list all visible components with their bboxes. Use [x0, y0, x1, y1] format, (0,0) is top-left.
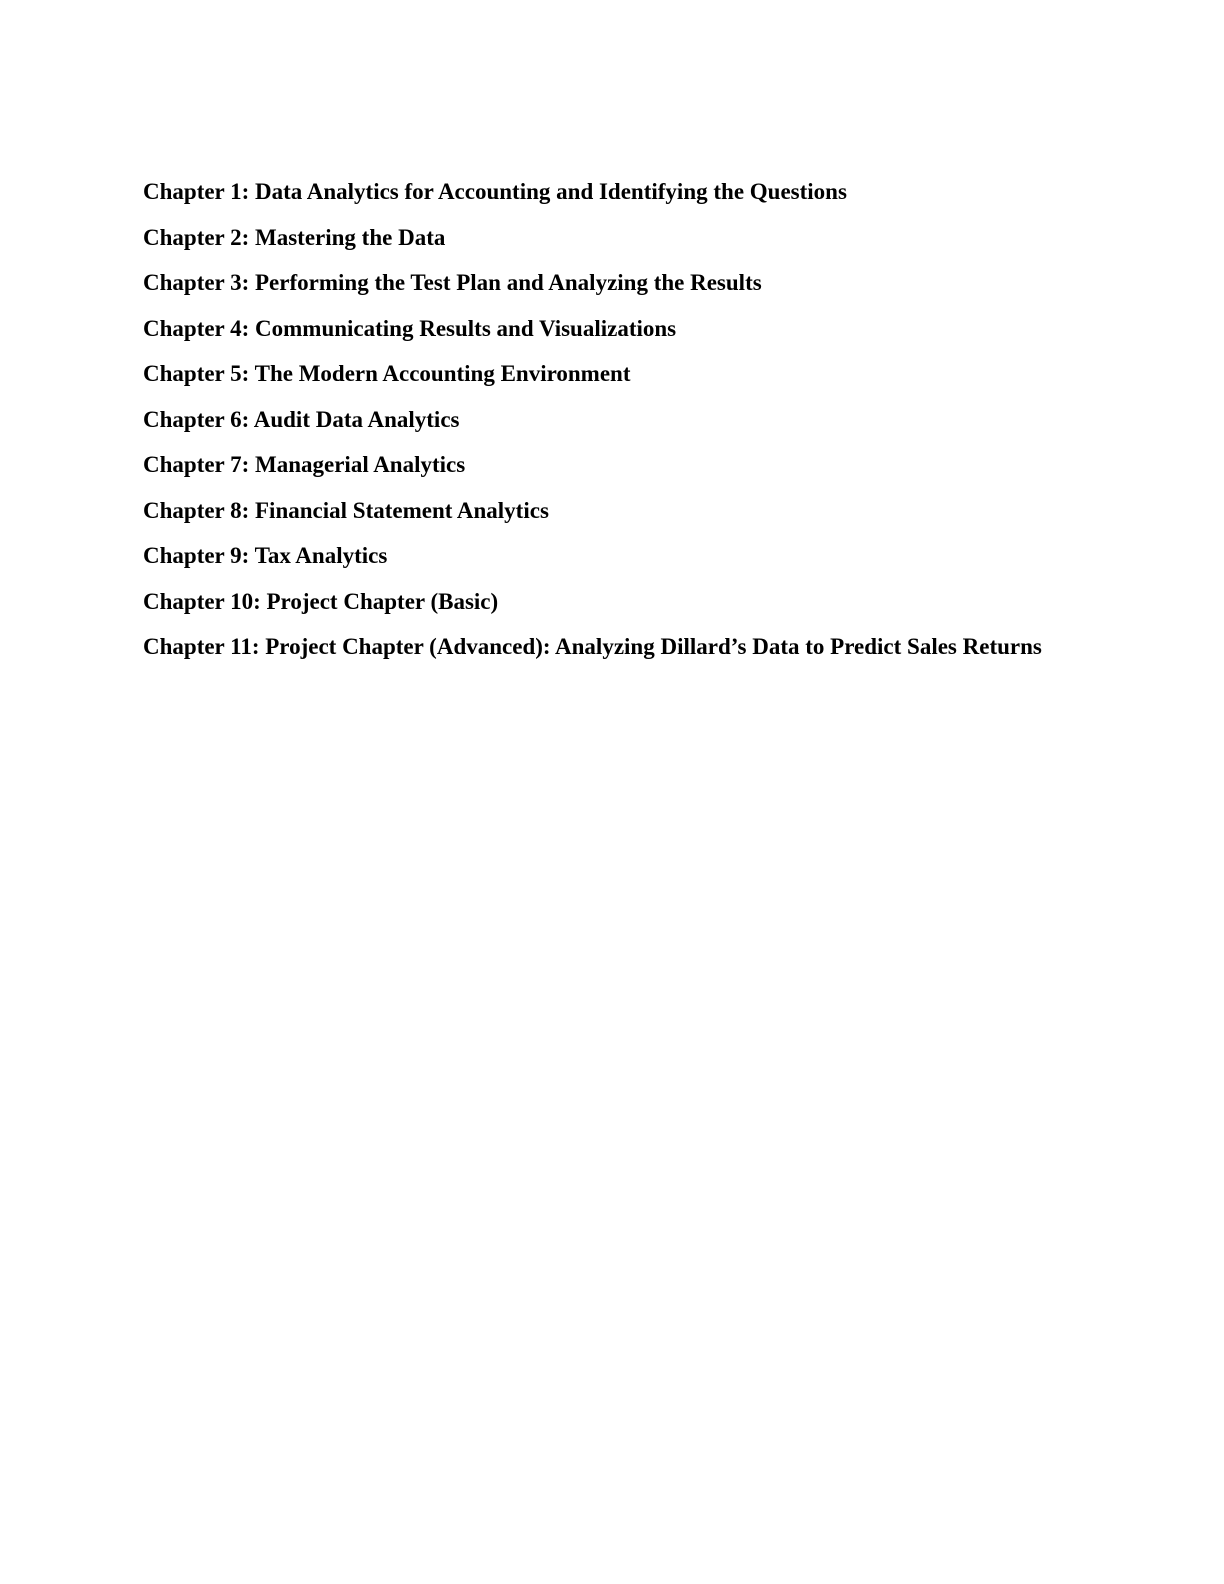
chapter-2-title: Chapter 2: Mastering the Data: [143, 224, 446, 250]
chapter-list: [143, 175, 1042, 676]
chapter-4-title: Chapter 4: Communicating Results and Visualizations: [143, 315, 677, 341]
chapter-1-title: Chapter 1: Data Analytics for Accounting and Identifying the Questions: [143, 179, 847, 204]
chapter-10-title: Chapter 10: Project Chapter (Basic): [143, 588, 499, 614]
chapter-5-title: Chapter 5: The Modern Accounting Environment: [143, 361, 631, 386]
chapter-9-title: Chapter 9: Tax Analytics: [143, 543, 388, 568]
chapter-7-title: Chapter 7: Managerial Analytics: [143, 452, 466, 477]
chapter-6-title: Chapter 6: Audit Data Analytics: [143, 406, 460, 432]
chapter-3-title: Chapter 3: Performing the Test Plan and Analyzing the Results: [143, 270, 762, 295]
chapter-11-title: Chapter 11: Project Chapter (Advanced): Analyzing Dillard’s Data to Predict Sales Returns: [143, 634, 1042, 659]
chapter-8-title: Chapter 8: Financial Statement Analytics: [143, 497, 549, 523]
